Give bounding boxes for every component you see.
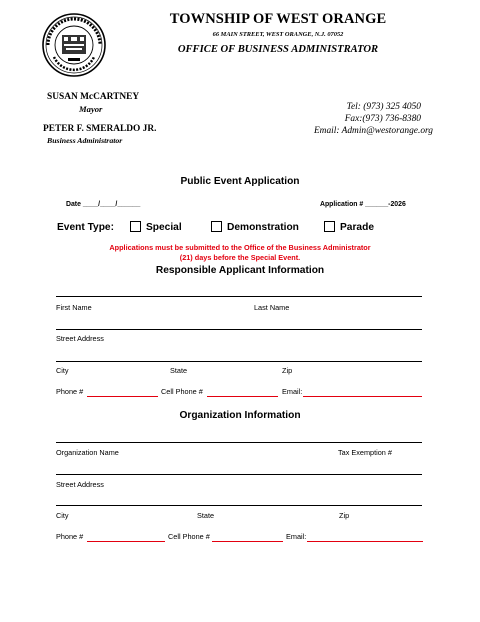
tax-exemption-label: Tax Exemption # bbox=[338, 448, 392, 457]
org-email-input[interactable] bbox=[307, 541, 423, 542]
cell-label: Cell Phone # bbox=[161, 387, 203, 396]
event-type-label: Event Type: bbox=[57, 222, 114, 233]
org-phone-label: Phone # bbox=[56, 532, 84, 541]
email-label: Email: bbox=[282, 387, 303, 396]
org-phone-input[interactable] bbox=[87, 541, 165, 542]
event-type-special[interactable] bbox=[130, 222, 182, 233]
zip-label: Zip bbox=[282, 366, 293, 375]
org-email-label: Email: bbox=[286, 532, 307, 541]
parade-checkbox[interactable] bbox=[324, 221, 335, 232]
admin-title: Business Administrator bbox=[47, 136, 123, 145]
demonstration-checkbox[interactable] bbox=[211, 221, 222, 232]
state-label: State bbox=[170, 366, 188, 375]
org-city-input-line[interactable] bbox=[56, 505, 422, 506]
event-type-demonstration[interactable] bbox=[211, 222, 299, 233]
org-city-label: City bbox=[56, 511, 69, 520]
office-title: OFFICE OF BUSINESS ADMINISTRATOR bbox=[177, 44, 379, 55]
date-field[interactable]: Date ____/____/______ bbox=[66, 201, 141, 208]
org-state-label: State bbox=[197, 511, 215, 520]
mayor-name: SUSAN McCARTNEY bbox=[47, 92, 140, 102]
parade-label: Parade bbox=[340, 222, 374, 234]
application-number-field[interactable]: Application # ______-2026 bbox=[320, 201, 406, 208]
first-name-label: First Name bbox=[56, 303, 92, 312]
township-title: TOWNSHIP OF WEST ORANGE bbox=[169, 11, 387, 27]
org-street-label: Street Address bbox=[56, 480, 104, 489]
event-type-parade[interactable] bbox=[324, 222, 374, 233]
cell-input[interactable] bbox=[207, 396, 278, 397]
org-cell-label: Cell Phone # bbox=[168, 532, 210, 541]
city-label: City bbox=[56, 366, 69, 375]
last-name-label: Last Name bbox=[254, 303, 290, 312]
township-address: 66 MAIN STREET, WEST ORANGE, N.J. 07052 bbox=[212, 31, 344, 38]
special-label: Special bbox=[146, 222, 182, 234]
applicant-heading: Responsible Applicant Information bbox=[155, 265, 325, 276]
street-input-line[interactable] bbox=[56, 329, 422, 330]
admin-name: PETER F. SMERALDO JR. bbox=[43, 124, 157, 134]
email-input[interactable] bbox=[303, 396, 422, 397]
city-input-line[interactable] bbox=[56, 361, 422, 362]
notice-line-1: Applications must be submitted to the Office of the Business Administrator bbox=[109, 243, 371, 252]
demonstration-label: Demonstration bbox=[227, 222, 299, 234]
name-input-line[interactable] bbox=[56, 296, 422, 297]
org-name-input-line[interactable] bbox=[56, 442, 422, 443]
org-street-input-line[interactable] bbox=[56, 474, 422, 475]
org-cell-input[interactable] bbox=[212, 541, 283, 542]
phone-input[interactable] bbox=[87, 396, 158, 397]
org-zip-label: Zip bbox=[339, 511, 350, 520]
organization-heading: Organization Information bbox=[179, 410, 301, 421]
contact-tel: Tel: (973) 325 4050 bbox=[346, 102, 421, 112]
contact-email: Email: Admin@westorange.org bbox=[313, 126, 433, 136]
contact-fax: Fax:(973) 736-8380 bbox=[344, 114, 421, 124]
notice-line-2: (21) days before the Special Event. bbox=[179, 253, 301, 262]
street-label: Street Address bbox=[56, 334, 104, 343]
special-checkbox[interactable] bbox=[130, 221, 141, 232]
mayor-title: Mayor bbox=[79, 104, 103, 114]
phone-label: Phone # bbox=[56, 387, 84, 396]
form-title: Public Event Application bbox=[180, 176, 300, 187]
org-name-label: Organization Name bbox=[56, 448, 119, 457]
